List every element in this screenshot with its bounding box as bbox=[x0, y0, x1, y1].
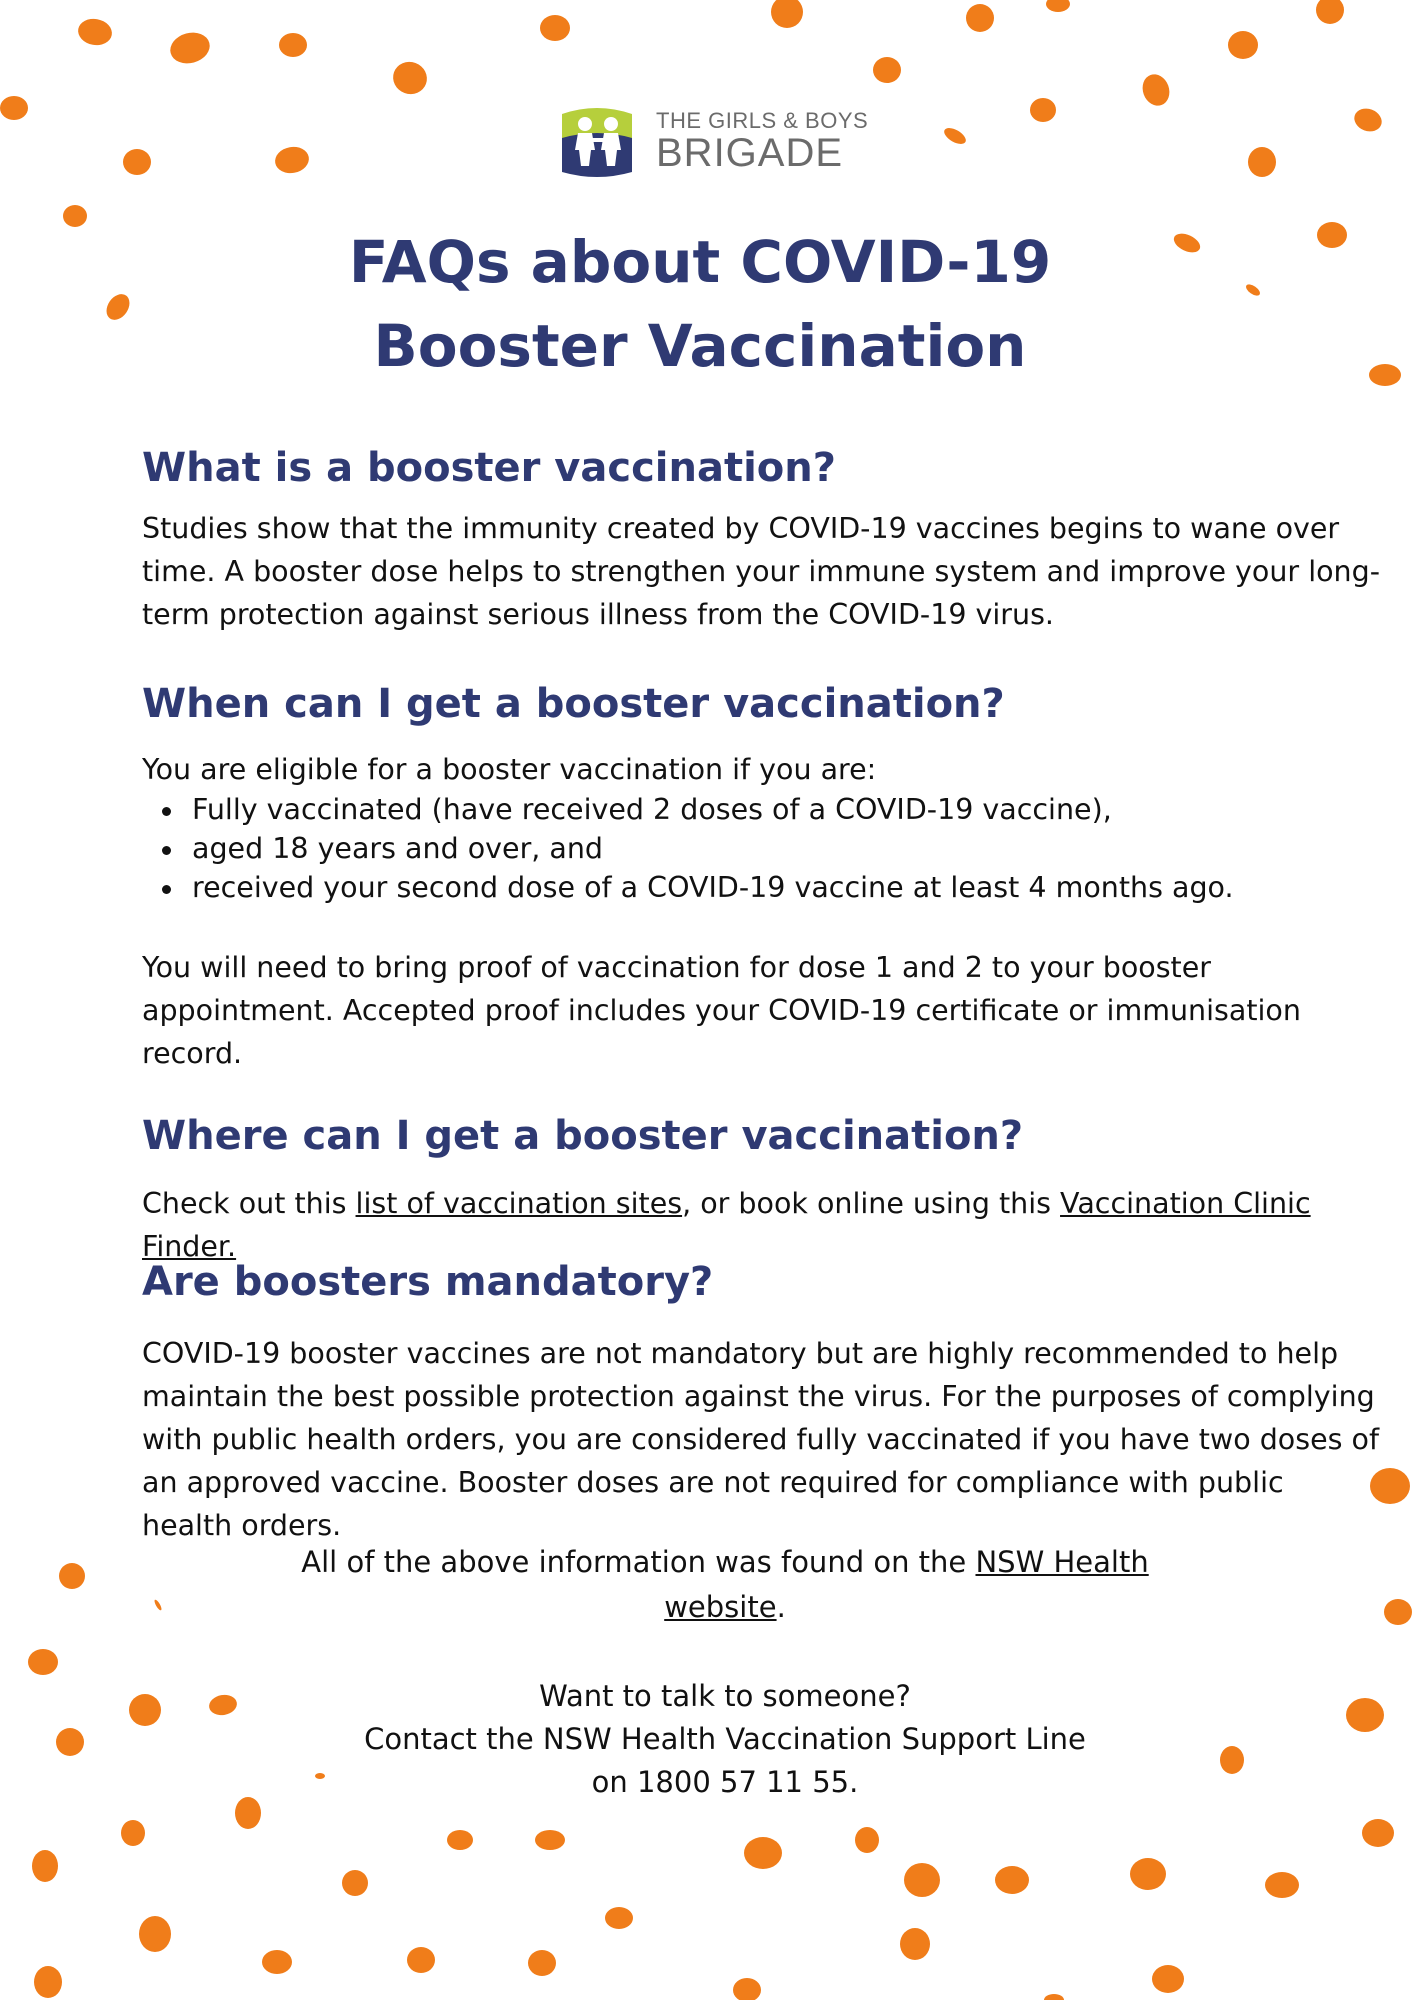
decorative-dot bbox=[771, 0, 803, 28]
nsw-health-link[interactable]: NSW Health bbox=[975, 1545, 1149, 1579]
paragraph-proof-of-vaccination: You will need to bring proof of vaccination for dose 1 and 2 to your booster appointment. Accepted proof includes your COVID-19 certificate or immunisation record. bbox=[142, 951, 1301, 1070]
decorative-dot bbox=[76, 16, 114, 48]
decorative-dot bbox=[733, 1978, 761, 2000]
contact-line2: Contact the NSW Health Vaccination Support Line bbox=[364, 1722, 1086, 1756]
decorative-dot bbox=[1384, 1599, 1412, 1625]
decorative-dot bbox=[605, 1907, 633, 1929]
heading-what-is-booster: What is a booster vaccination? bbox=[142, 445, 836, 491]
where-text-before: Check out this bbox=[142, 1187, 356, 1220]
paragraph-what-is-booster: Studies show that the immunity created by COVID-19 vaccines begins to wane over time. A booster dose helps to strengthen your immune system and improve your long-term protection against serious illness from the COVID-19 virus. bbox=[142, 512, 1380, 631]
decorative-dot bbox=[744, 1837, 782, 1869]
decorative-dot bbox=[1248, 147, 1276, 177]
decorative-dot bbox=[855, 1827, 879, 1853]
decorative-dot bbox=[1152, 1965, 1184, 1993]
source-note bbox=[200, 1540, 1250, 1630]
logo-text-line2: BRIGADE bbox=[656, 131, 844, 175]
two-children-logo-icon bbox=[556, 100, 638, 182]
paragraph-boosters-mandatory: COVID-19 booster vaccines are not mandatory but are highly recommended to help maintain the best possible protection against the virus. For the purposes of complying with public health orders, you are considered fully vaccinated if you have two doses of an approved vaccine. Booster doses are not required for compliance with public health orders. bbox=[142, 1337, 1380, 1542]
decorative-dot bbox=[139, 1916, 171, 1952]
list-item: received your second dose of a COVID-19 vaccine at least 4 months ago. bbox=[142, 868, 1234, 907]
contact-line1: Want to talk to someone? bbox=[539, 1679, 911, 1713]
decorative-dot bbox=[966, 4, 994, 32]
decorative-dot bbox=[279, 33, 307, 57]
decorative-dot bbox=[540, 15, 570, 41]
contact-block bbox=[200, 1675, 1250, 1804]
decorative-dot bbox=[1130, 1858, 1166, 1890]
where-text-middle: , or book online using this bbox=[682, 1187, 1061, 1220]
decorative-dot bbox=[1316, 0, 1344, 24]
decorative-dot bbox=[1362, 1819, 1394, 1847]
decorative-dot bbox=[389, 57, 432, 99]
decorative-dot bbox=[63, 205, 87, 227]
source-text: All of the above information was found on the bbox=[301, 1545, 976, 1579]
decorative-dot bbox=[900, 1928, 930, 1960]
decorative-dot bbox=[59, 1563, 85, 1589]
decorative-dot bbox=[1046, 0, 1070, 12]
decorative-dot bbox=[1346, 1698, 1384, 1732]
decorative-dot bbox=[153, 1599, 162, 1611]
decorative-dot bbox=[123, 149, 151, 175]
page-title-line2: Booster Vaccination bbox=[373, 312, 1027, 380]
decorative-dot bbox=[129, 1694, 161, 1726]
decorative-dot bbox=[342, 1870, 368, 1896]
contact-line3: on 1800 57 11 55. bbox=[591, 1765, 859, 1799]
page-title-line1: FAQs about COVID-19 bbox=[348, 228, 1052, 296]
decorative-dot bbox=[1244, 282, 1262, 298]
nsw-health-website-link[interactable]: website bbox=[664, 1590, 777, 1624]
source-end: . bbox=[776, 1590, 786, 1624]
decorative-dot bbox=[167, 28, 213, 67]
decorative-dot bbox=[56, 1728, 84, 1756]
decorative-dot bbox=[0, 96, 28, 120]
decorative-dot bbox=[528, 1950, 556, 1976]
decorative-dot bbox=[1171, 230, 1203, 256]
decorative-dot bbox=[34, 1966, 62, 1998]
logo-text-line1: THE GIRLS & BOYS bbox=[656, 108, 869, 133]
list-item: Fully vaccinated (have received 2 doses of a COVID-19 vaccine), bbox=[142, 790, 1234, 829]
decorative-dot bbox=[873, 57, 901, 83]
decorative-dot bbox=[262, 1950, 292, 1974]
page-title bbox=[300, 220, 1100, 388]
decorative-dot bbox=[1351, 105, 1385, 135]
decorative-dot bbox=[942, 125, 969, 147]
eligibility-list bbox=[142, 790, 1234, 907]
vaccination-sites-link[interactable]: list of vaccination sites bbox=[355, 1187, 683, 1220]
heading-when-booster: When can I get a booster vaccination? bbox=[142, 681, 1005, 727]
decorative-dot bbox=[447, 1830, 473, 1850]
decorative-dot bbox=[1138, 71, 1173, 110]
decorative-dot bbox=[32, 1850, 58, 1882]
heading-boosters-mandatory: Are boosters mandatory? bbox=[142, 1259, 714, 1305]
decorative-dot bbox=[1369, 364, 1401, 386]
paragraph-where-booster bbox=[142, 1182, 1382, 1268]
decorative-dot bbox=[535, 1830, 565, 1850]
decorative-dot bbox=[273, 144, 311, 176]
clinic-finder-link[interactable]: Vaccination Clinic Finder. bbox=[142, 1187, 1311, 1263]
decorative-dot bbox=[1044, 1994, 1064, 2000]
decorative-dot bbox=[904, 1863, 940, 1897]
decorative-dot bbox=[102, 290, 134, 324]
eligibility-lead: You are eligible for a booster vaccination if you are: bbox=[142, 753, 877, 786]
decorative-dot bbox=[1228, 31, 1258, 59]
list-item: aged 18 years and over, and bbox=[142, 829, 1234, 868]
decorative-dot bbox=[995, 1866, 1029, 1894]
decorative-dot bbox=[1317, 222, 1347, 248]
decorative-dot bbox=[1265, 1872, 1299, 1898]
decorative-dot bbox=[28, 1649, 58, 1675]
decorative-dot bbox=[1030, 98, 1056, 122]
decorative-dot bbox=[407, 1947, 435, 1973]
decorative-dot bbox=[121, 1820, 145, 1846]
heading-where-booster: Where can I get a booster vaccination? bbox=[142, 1113, 1024, 1159]
brigade-logo bbox=[556, 100, 868, 182]
